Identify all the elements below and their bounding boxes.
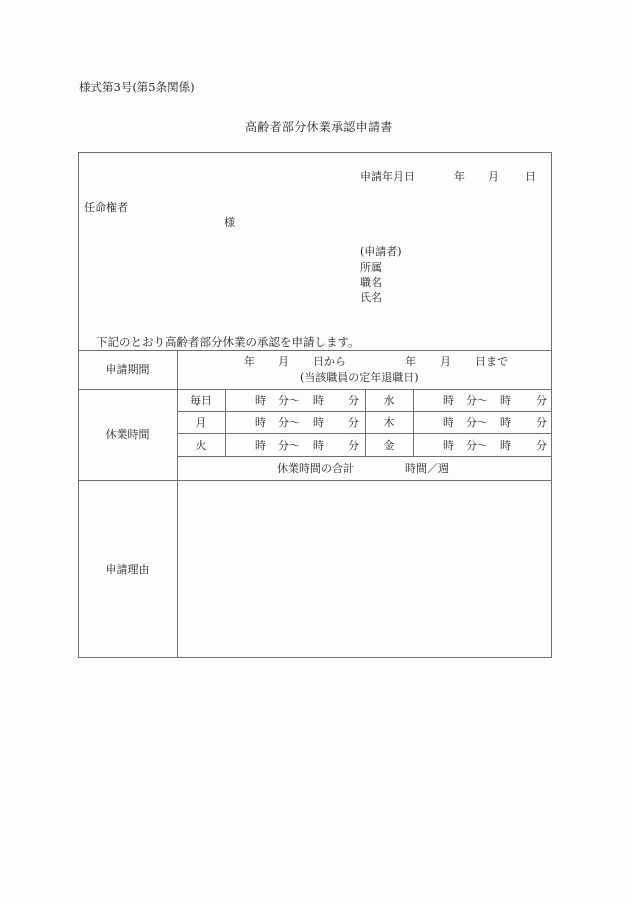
total-hours-label: 休業時間の合計 <box>277 462 354 475</box>
form-number: 様式第3号(第5条関係) <box>79 80 195 94</box>
hour-to[interactable]: 時 <box>313 439 324 452</box>
divider <box>177 456 552 457</box>
reason-label: 申請理由 <box>105 563 150 576</box>
application-date-label: 申請年月日 <box>360 170 415 183</box>
hour-to[interactable]: 時 <box>500 439 511 452</box>
period-to-day[interactable]: 日まで <box>475 355 508 368</box>
application-date-year[interactable]: 年 <box>454 170 465 183</box>
period-to-month[interactable]: 月 <box>440 355 451 368</box>
hour-to[interactable]: 時 <box>313 394 324 407</box>
hour-from[interactable]: 時 <box>255 416 266 429</box>
day-label-monday: 月 <box>195 416 207 429</box>
divider <box>78 480 552 481</box>
affiliation-label[interactable]: 所属 <box>360 261 382 274</box>
applicant-label: (申請者) <box>360 245 402 258</box>
minute-to[interactable]: 分 <box>348 394 359 407</box>
minute-from[interactable]: 分〜 <box>278 394 300 407</box>
hour-from[interactable]: 時 <box>255 394 266 407</box>
hour-to[interactable]: 時 <box>500 416 511 429</box>
minute-to[interactable]: 分 <box>536 439 547 452</box>
divider <box>78 350 552 351</box>
period-from-day[interactable]: 日から <box>313 355 346 368</box>
day-label-friday: 金 <box>383 439 395 452</box>
day-label-tuesday: 火 <box>195 439 207 452</box>
period-to-year[interactable]: 年 <box>405 355 416 368</box>
period-label: 申請期間 <box>105 363 150 376</box>
hour-from[interactable]: 時 <box>443 439 454 452</box>
honorific-sama: 様 <box>224 216 235 229</box>
day-label-every-day: 毎日 <box>190 394 212 407</box>
document-title: 高齢者部分休業承認申請書 <box>245 120 393 134</box>
minute-from[interactable]: 分〜 <box>278 439 300 452</box>
divider <box>225 389 226 456</box>
period-from-month[interactable]: 月 <box>278 355 289 368</box>
minute-to[interactable]: 分 <box>536 416 547 429</box>
reason-input-area[interactable] <box>180 484 550 656</box>
hours-label: 休業時間 <box>105 428 150 441</box>
application-date-day[interactable]: 日 <box>525 170 536 183</box>
minute-to[interactable]: 分 <box>536 394 547 407</box>
day-label-thursday: 木 <box>383 416 395 429</box>
name-label[interactable]: 氏名 <box>360 291 382 304</box>
job-title-label[interactable]: 職名 <box>360 276 382 289</box>
divider <box>78 389 552 390</box>
period-note: (当該職員の定年退職日) <box>300 371 419 384</box>
minute-to[interactable]: 分 <box>348 439 359 452</box>
application-date-month[interactable]: 月 <box>488 170 499 183</box>
request-statement: 下記のとおり高齢者部分休業の承認を申請します。 <box>96 335 360 349</box>
hour-from[interactable]: 時 <box>443 416 454 429</box>
minute-from[interactable]: 分〜 <box>278 416 300 429</box>
total-hours-unit[interactable]: 時間／週 <box>405 462 449 475</box>
hour-to[interactable]: 時 <box>500 394 511 407</box>
appointing-authority-label: 任命権者 <box>84 201 128 214</box>
minute-to[interactable]: 分 <box>348 416 359 429</box>
hour-from[interactable]: 時 <box>255 439 266 452</box>
divider <box>413 389 414 456</box>
minute-from[interactable]: 分〜 <box>466 416 488 429</box>
day-label-wednesday: 水 <box>383 394 395 407</box>
hour-from[interactable]: 時 <box>443 394 454 407</box>
hour-to[interactable]: 時 <box>313 416 324 429</box>
period-from-year[interactable]: 年 <box>244 355 255 368</box>
minute-from[interactable]: 分〜 <box>466 394 488 407</box>
minute-from[interactable]: 分〜 <box>466 439 488 452</box>
